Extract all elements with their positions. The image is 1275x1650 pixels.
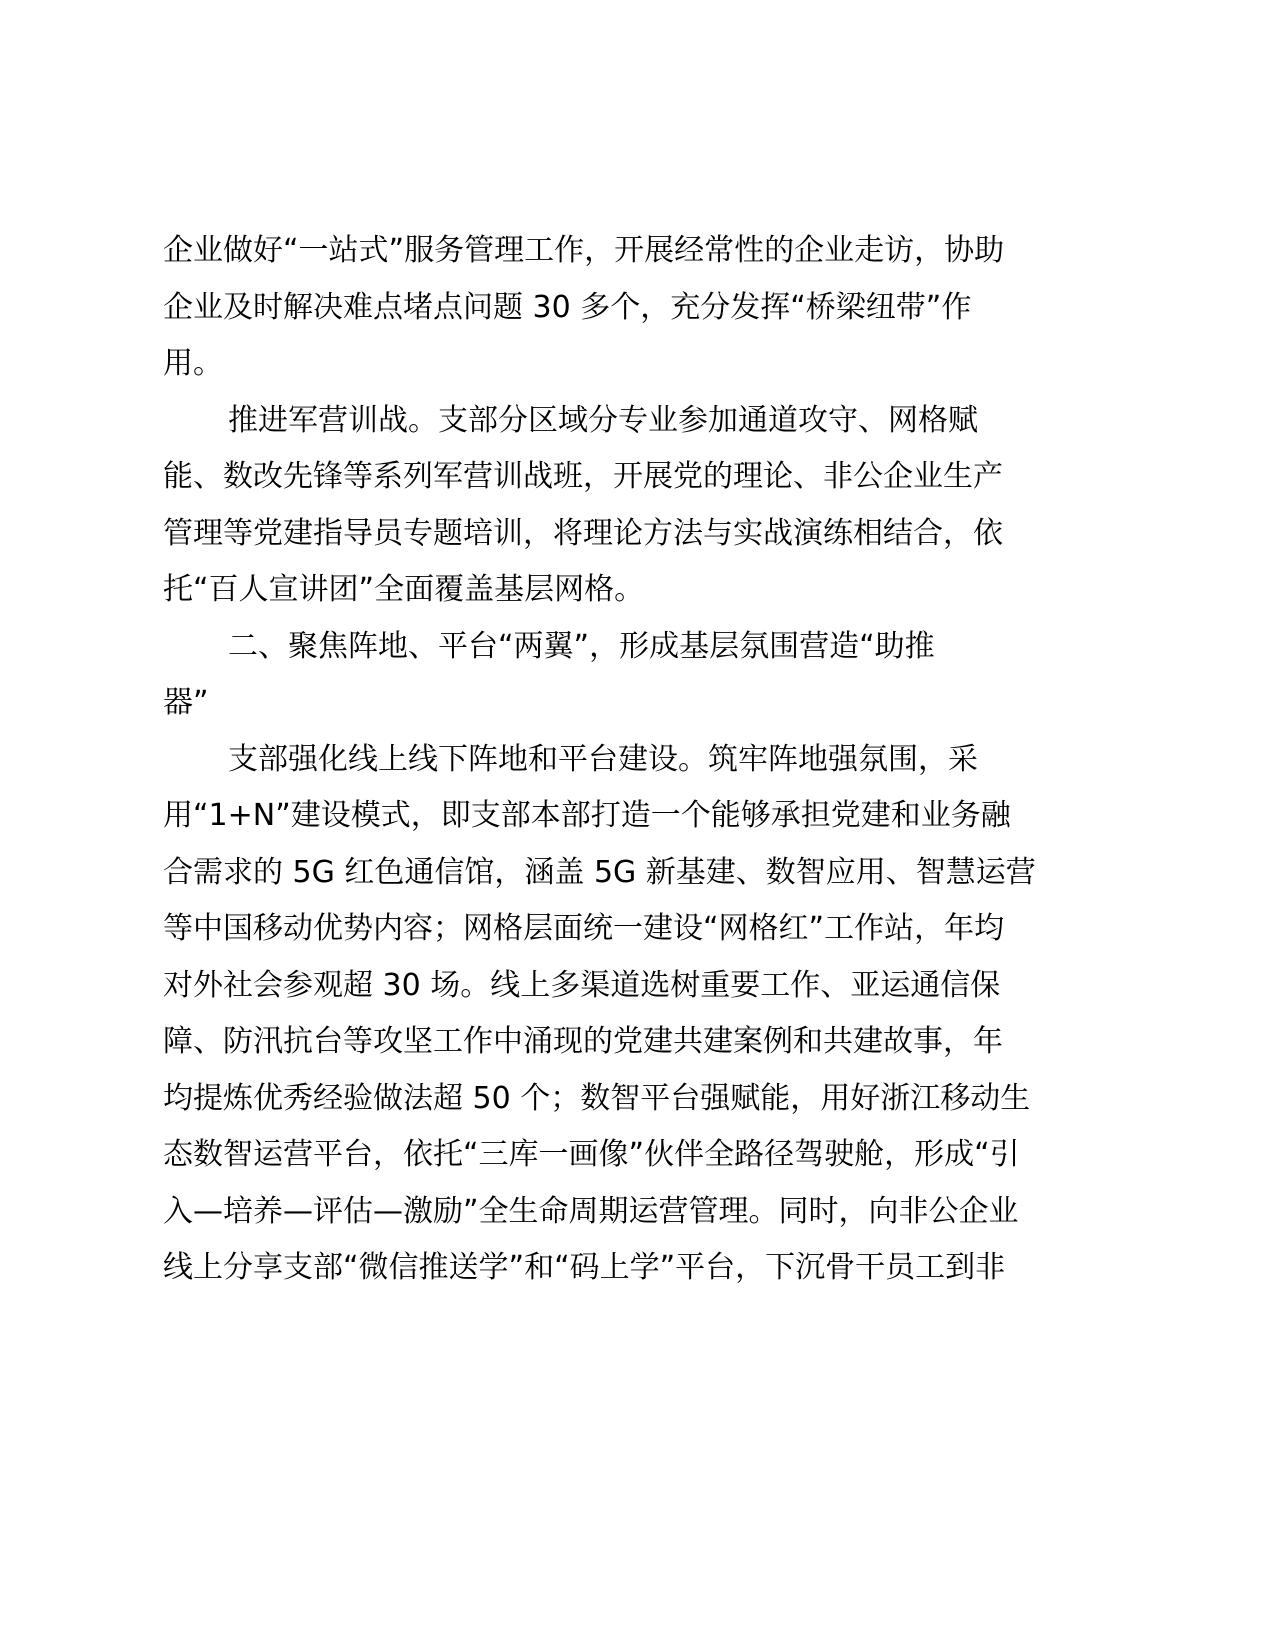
text-line: 用“1+N”建设模式，即支部本部打造一个能够承担党建和业务融	[163, 798, 1011, 833]
text-line: 态数智运营平台，依托“三库一画像”伙伴全路径驾驶舱，形成“引	[163, 1137, 1020, 1172]
text-line: 入—培养—评估—激励”全生命周期运营管理。同时，向非公企业	[163, 1193, 1019, 1229]
text-line: 均提炼优秀经验做法超 50 个；数智平台强赋能，用好浙江移动生	[163, 1080, 1031, 1116]
text-line: 对外社会参观超 30 场。线上多渠道选树重要工作、亚运通信保	[163, 967, 1001, 1003]
heading-line: 器”	[163, 685, 209, 720]
text-line: 企业做好“一站式”服务管理工作，开展经常性的企业走访，协助	[163, 233, 1005, 268]
text-line: 用。	[163, 346, 223, 381]
heading-line: 二、聚焦阵地、平台“两翼”，形成基层氛围营造“助推	[228, 628, 935, 664]
paragraph-continuation	[163, 223, 1113, 393]
text-line: 能、数改先锋等系列军营训战班，开展党的理论、非公企业生产	[163, 459, 1003, 494]
paragraph-platform-building	[163, 732, 1113, 1297]
text-line: 合需求的 5G 红色通信馆，涵盖 5G 新基建、数智应用、智慧运营	[163, 854, 1036, 890]
paragraph-military-training	[163, 393, 1113, 619]
text-line: 企业及时解决难点堵点问题 30 多个，充分发挥“桥梁纽带”作	[163, 289, 972, 325]
text-line: 托“百人宣讲团”全面覆盖基层网格。	[163, 572, 645, 607]
text-line: 障、防汛抗台等攻坚工作中涌现的党建共建案例和共建故事，年	[163, 1024, 1003, 1059]
text-line: 推进军营训战。支部分区域分专业参加通道攻守、网格赋	[228, 402, 978, 438]
text-line: 支部强化线上线下阵地和平台建设。筑牢阵地强氛围，采	[228, 741, 978, 777]
document-body	[163, 223, 1113, 1297]
text-line: 等中国移动优势内容；网格层面统一建设“网格红”工作站，年均	[163, 911, 1005, 946]
text-line: 管理等党建指导员专题培训，将理论方法与实战演练相结合，依	[163, 515, 1003, 551]
section-heading	[163, 619, 1113, 732]
text-line: 线上分享支部“微信推送学”和“码上学”平台，下沉骨干员工到非	[163, 1250, 1006, 1285]
